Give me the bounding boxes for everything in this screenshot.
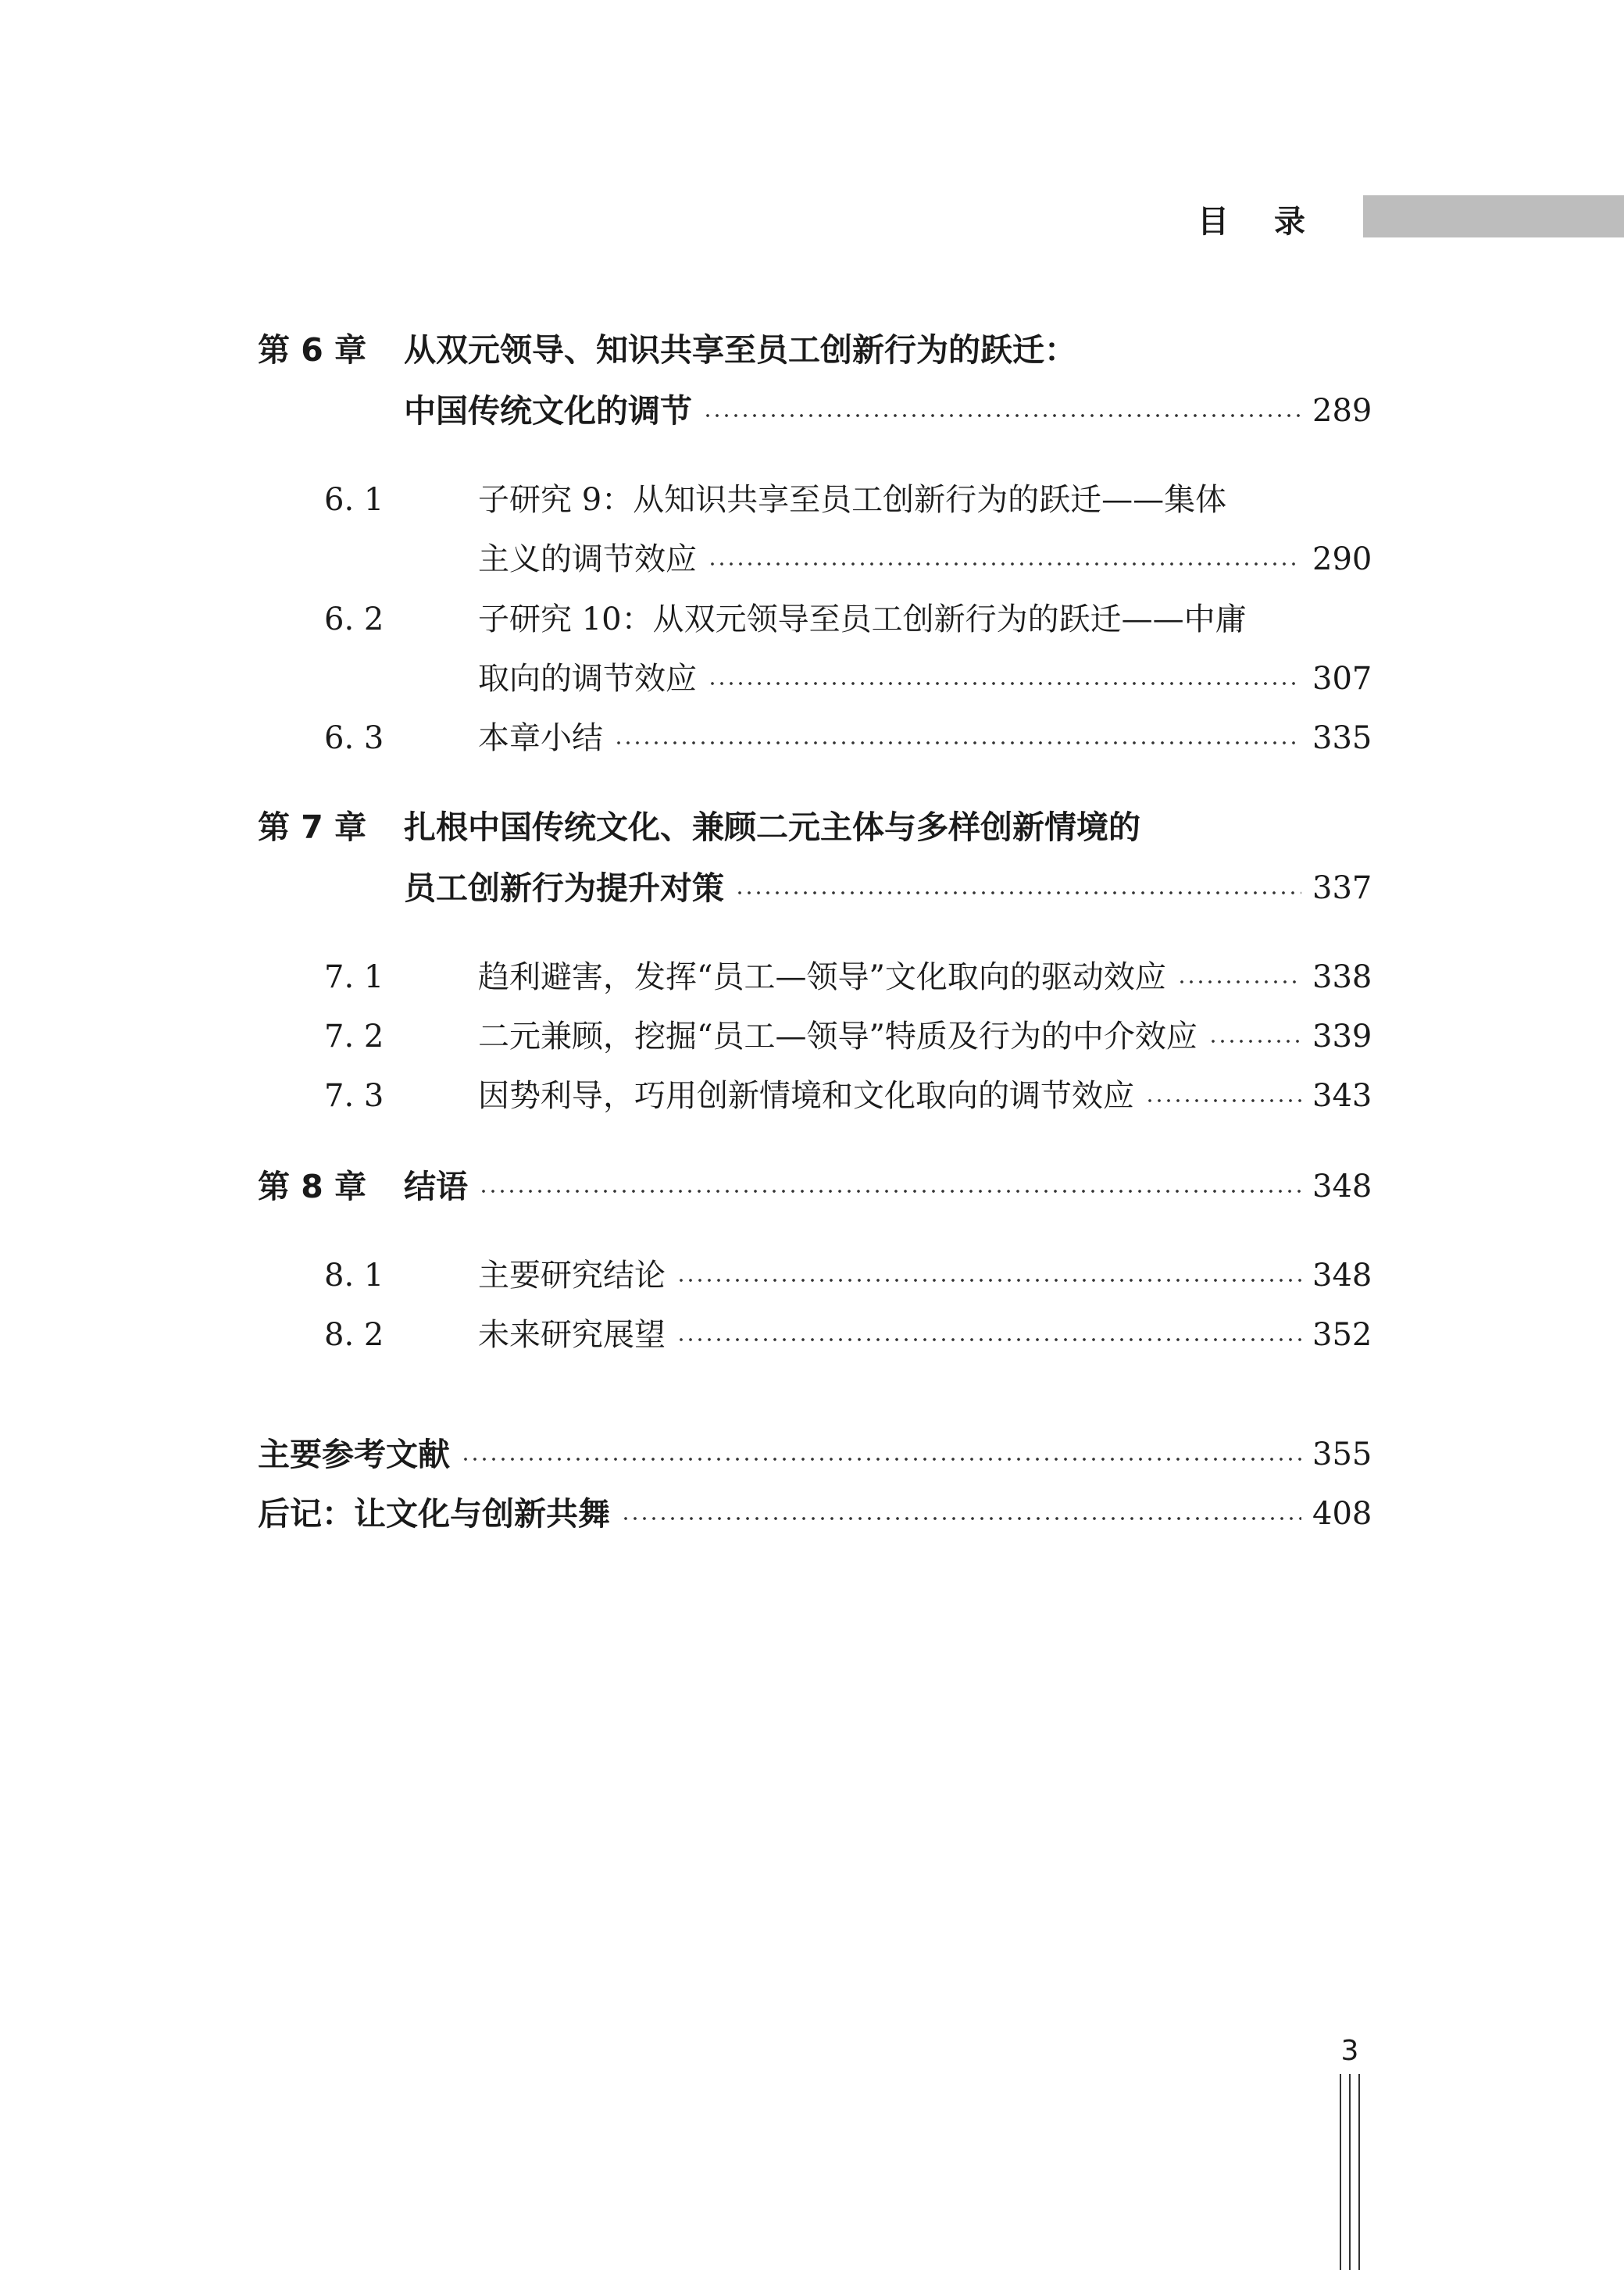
chapter-title-cont: 中国传统文化的调节 [404, 392, 692, 430]
section-number: 7. 3 [324, 1078, 384, 1114]
section-number: 6. 2 [324, 601, 384, 637]
leader-dots [1177, 977, 1301, 987]
leader-dots [703, 411, 1301, 420]
toc-entry-6-2-line1[interactable] [258, 598, 1367, 641]
section-title: 本章小结 [478, 720, 603, 756]
section-title: 未来研究展望 [478, 1317, 666, 1353]
page-number: 290 [1312, 541, 1372, 577]
section-title: 子研究 10：从双元领导至员工创新行为的跃迁——中庸 [478, 601, 1247, 637]
folio-decorative-lines [1338, 2074, 1362, 2270]
section-title-cont: 主义的调节效应 [478, 541, 697, 577]
toc-entry-postscript[interactable] [258, 1492, 1372, 1536]
section-number: 6. 1 [324, 482, 384, 518]
leader-dots [461, 1454, 1301, 1464]
page-number: 337 [1312, 870, 1372, 906]
toc-entry-7-1[interactable] [258, 955, 1372, 999]
header-bar [1363, 195, 1624, 237]
leader-dots [676, 1276, 1301, 1285]
toc-entry-ch8[interactable] [258, 1165, 1372, 1208]
toc-entry-7-3[interactable] [258, 1074, 1372, 1118]
page-number: 408 [1312, 1496, 1372, 1532]
toc-entry-7-2[interactable] [258, 1015, 1372, 1058]
page-number: 307 [1312, 661, 1372, 697]
section-title: 因势利导，巧用创新情境和文化取向的调节效应 [478, 1078, 1134, 1114]
section-number: 8. 1 [324, 1258, 384, 1294]
leader-dots [614, 738, 1301, 748]
toc-entry-8-2[interactable] [258, 1313, 1372, 1357]
toc-entry-6-2-line2[interactable] [258, 657, 1372, 701]
postscript-title: 后记：让文化与创新共舞 [258, 1495, 610, 1533]
page-number: 338 [1312, 959, 1372, 995]
toc-entry-8-1[interactable] [258, 1254, 1372, 1297]
page-number: 348 [1312, 1169, 1372, 1205]
toc-entry-references[interactable] [258, 1433, 1372, 1476]
section-title-cont: 取向的调节效应 [478, 661, 697, 697]
toc-entry-6-1-line1[interactable] [258, 478, 1367, 522]
chapter-number: 第 6 章 [258, 331, 367, 369]
leader-dots [1145, 1096, 1301, 1105]
chapter-number: 第 7 章 [258, 808, 367, 846]
folio-page-number: 3 [1340, 2035, 1359, 2067]
leader-dots [735, 888, 1301, 898]
leader-dots [708, 559, 1301, 569]
page-number: 343 [1312, 1078, 1372, 1114]
toc-entry-6-1-line2[interactable] [258, 537, 1372, 581]
leader-dots [1208, 1037, 1301, 1046]
toc-entry-6-3[interactable] [258, 716, 1372, 760]
page-number: 352 [1312, 1317, 1372, 1353]
section-number: 6. 3 [324, 720, 384, 756]
section-number: 7. 2 [324, 1019, 384, 1055]
section-number: 8. 2 [324, 1317, 384, 1353]
chapter-title: 扎根中国传统文化、兼顾二元主体与多样创新情境的 [404, 808, 1140, 846]
leader-dots [479, 1187, 1301, 1196]
page-number: 355 [1312, 1437, 1372, 1472]
section-title: 二元兼顾，挖掘“员工—领导”特质及行为的中介效应 [478, 1019, 1197, 1055]
section-title: 趋利避害，发挥“员工—领导”文化取向的驱动效应 [478, 959, 1166, 995]
toc-entry-ch7-line1[interactable] [258, 805, 1367, 849]
leader-dots [621, 1514, 1301, 1523]
leader-dots [676, 1335, 1301, 1344]
references-title: 主要参考文献 [258, 1436, 450, 1473]
page-number: 348 [1312, 1258, 1372, 1294]
page-number: 339 [1312, 1019, 1372, 1055]
page-number: 335 [1312, 720, 1372, 756]
chapter-title: 从双元领导、知识共享至员工创新行为的跃迁： [404, 331, 1076, 369]
toc-entry-ch6-line1[interactable] [258, 328, 1367, 372]
section-title: 子研究 9：从知识共享至员工创新行为的跃迁——集体 [478, 482, 1227, 518]
section-title: 主要研究结论 [478, 1258, 666, 1294]
chapter-number: 第 8 章 [258, 1168, 367, 1205]
chapter-title-cont: 员工创新行为提升对策 [404, 869, 724, 907]
section-number: 7. 1 [324, 959, 384, 995]
page-number: 289 [1312, 393, 1372, 429]
leader-dots [708, 679, 1301, 688]
toc-entry-ch6-line2[interactable] [258, 389, 1372, 433]
chapter-title: 结语 [404, 1168, 468, 1205]
toc-entry-ch7-line2[interactable] [258, 866, 1372, 910]
running-header-title: 目录 [1197, 204, 1351, 240]
